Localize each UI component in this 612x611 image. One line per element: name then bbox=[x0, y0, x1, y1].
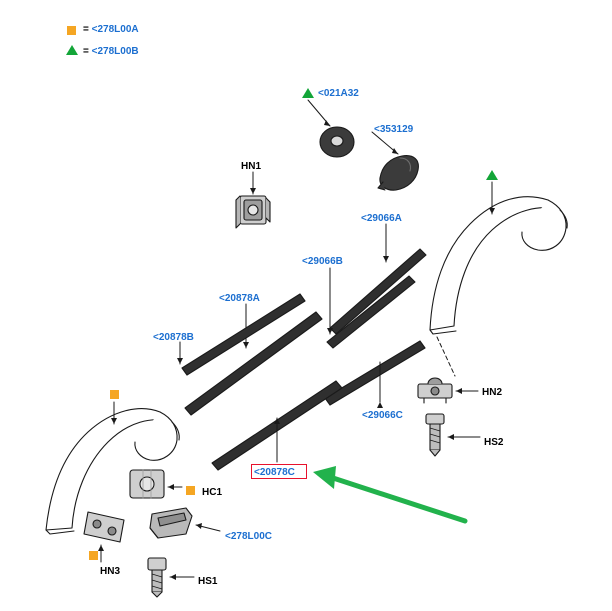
legend-row-1 bbox=[83, 24, 139, 35]
wheel-arch-moulding-right bbox=[430, 197, 567, 334]
callout-hs2: HS2 bbox=[484, 437, 504, 448]
clip-353129 bbox=[378, 156, 418, 191]
legend-code-2: <278L00B bbox=[91, 46, 139, 57]
marker-square-hn3-plate bbox=[89, 551, 98, 560]
legend-equals-2: = bbox=[83, 46, 89, 57]
callout-hs1: HS1 bbox=[198, 576, 218, 587]
plate-hn3 bbox=[84, 512, 124, 542]
marker-square-fender-flare-left bbox=[110, 390, 119, 399]
legend-marker-square bbox=[67, 26, 76, 35]
marker-triangle-wheel-arch-right bbox=[486, 170, 498, 180]
legend-row-2 bbox=[83, 46, 139, 57]
callout-29066C: <29066C bbox=[362, 410, 403, 421]
callout-278L00C: <278L00C bbox=[225, 531, 272, 542]
body-side-moulding-29066A bbox=[330, 249, 426, 334]
screw-hs2 bbox=[426, 414, 444, 456]
marker-triangle-021A32 bbox=[302, 88, 314, 98]
callout-hc1: HC1 bbox=[202, 487, 223, 498]
legend-code-1: <278L00A bbox=[91, 24, 139, 35]
callout-hn2: HN2 bbox=[482, 387, 503, 398]
marker-square-hc1-clip bbox=[186, 486, 195, 495]
callout-29066B: <29066B bbox=[302, 256, 343, 267]
clip-hc1 bbox=[130, 470, 164, 498]
legend-marker-triangle bbox=[66, 45, 78, 55]
bracket-hn1 bbox=[236, 196, 270, 228]
green-pointer-arrow bbox=[313, 466, 465, 521]
nut-hn2 bbox=[418, 378, 452, 403]
body-side-moulding-29066C bbox=[325, 341, 425, 405]
bracket-278L00C bbox=[150, 508, 192, 538]
callout-hn3: HN3 bbox=[100, 566, 121, 577]
body-side-moulding-29066B bbox=[327, 276, 415, 348]
callout-hn1: HN1 bbox=[241, 161, 262, 172]
callout-20878B: <20878B bbox=[153, 332, 194, 343]
callout-29066A: <29066A bbox=[361, 213, 402, 224]
callout-20878A: <20878A bbox=[219, 293, 260, 304]
screw-hs1 bbox=[148, 558, 166, 597]
grommet-021A32 bbox=[320, 127, 354, 157]
callout-20878C-highlighted: <20878C bbox=[254, 467, 295, 478]
legend-equals-1: = bbox=[83, 24, 89, 35]
callout-353129: <353129 bbox=[374, 124, 414, 135]
callout-021A32: <021A32 bbox=[318, 88, 359, 99]
